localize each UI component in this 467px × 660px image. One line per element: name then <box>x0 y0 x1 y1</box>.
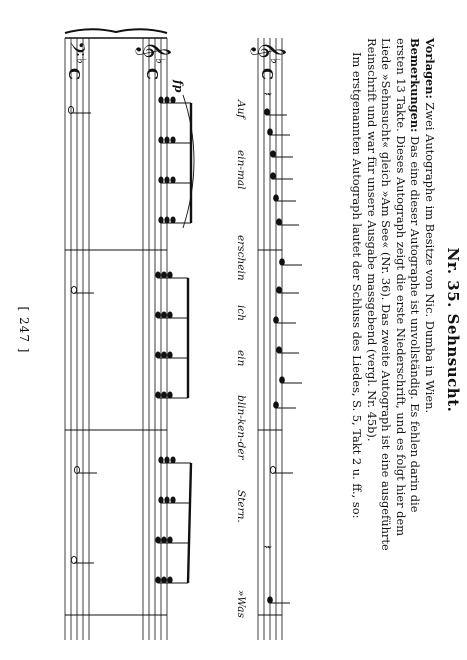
slur <box>183 95 194 228</box>
piano-bass-staff <box>65 38 89 640</box>
voice-staff <box>258 38 282 640</box>
lyric-syllable: ich <box>235 305 247 322</box>
flat-icon: ♭ <box>152 58 167 65</box>
lyric-syllable: blin-ken-der <box>235 395 247 460</box>
remarks-line-4: Reinschrift und war für unsere Ausgabe massgebend (vergl. Nr. 45b). <box>364 38 379 442</box>
treble-clef-icon: 𝄞 <box>136 41 171 59</box>
lyrics-line <box>233 0 247 660</box>
lyric-syllable: »Was <box>235 590 247 618</box>
sources-text: Zwei Autographe im Besitze von Nic. Dumba in Wien. <box>423 102 437 414</box>
measure-barlines <box>65 250 282 615</box>
flat-icon: ♭ <box>267 58 282 65</box>
flat-icon: ♭ <box>73 58 88 65</box>
piano-brace <box>65 29 167 33</box>
remarks-label: Bemerkungen: <box>408 38 423 133</box>
sources-label: Vorlagen: <box>423 38 437 99</box>
piano-treble-staff <box>143 38 167 640</box>
lyric-syllable: ein-mal <box>235 150 247 190</box>
lyric-syllable: erschein <box>235 235 247 281</box>
voice-notes <box>259 92 302 603</box>
page-number: [ 247 ] <box>17 306 31 354</box>
bass-clef-icon: 𝄢 <box>61 41 89 57</box>
treble-clef-icon: 𝄞 <box>251 41 286 59</box>
dynamic-marking: fp <box>172 80 185 93</box>
remarks-line-3: Liede »Sehnsucht« gleich »Am See« (Nr. 36). Das zweite Autograph ist eine ausgeführte <box>379 38 394 551</box>
svg-text:𝄽: 𝄽 <box>259 545 274 549</box>
lyric-syllable: ein <box>235 350 247 367</box>
lyric-syllable: Auf <box>235 100 247 119</box>
remarks-text-1: Das eine dieser Autographe ist unvollständig. Es fehlen darin die <box>408 135 423 513</box>
common-time-icon: C <box>258 68 276 80</box>
remarks-line-5: Im erstgenannten Autograph lautet der Schluss des Liedes, S. 5, Takt 2 u. ff., so: <box>350 52 365 519</box>
common-time-icon: C <box>65 68 83 80</box>
remarks-line-2: ersten 13 Takte. Dieses Autograph zeigt die erste Niederschrift, und es folgt hier dem <box>393 38 408 537</box>
svg-text:𝄽: 𝄽 <box>259 92 274 96</box>
lyric-syllable: Stern. <box>235 490 247 523</box>
page-title: Nr. 35. Sehnsucht. <box>444 247 462 413</box>
common-time-icon: C <box>143 68 161 80</box>
piano-beams <box>188 103 191 583</box>
